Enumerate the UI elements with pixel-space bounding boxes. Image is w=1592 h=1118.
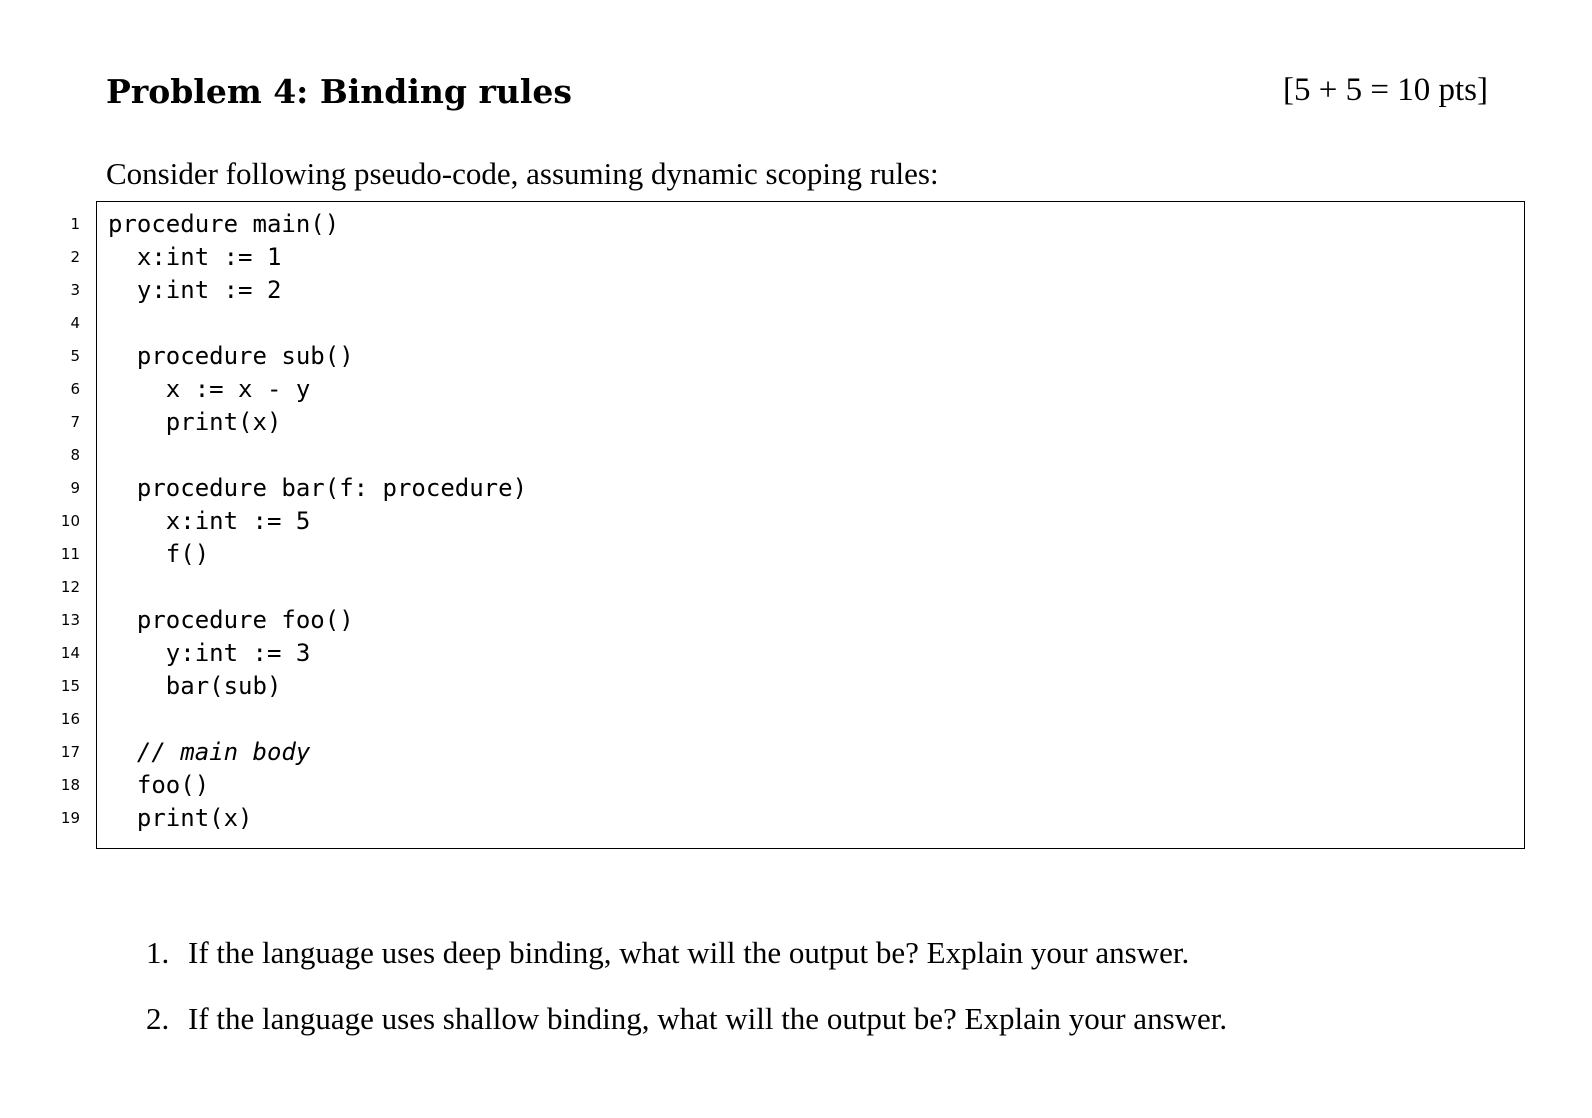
line-number: 13	[60, 611, 80, 629]
code-comment-line: // main body	[108, 738, 311, 766]
line-number: 8	[70, 446, 80, 464]
line-number: 6	[70, 380, 80, 398]
line-number: 15	[60, 677, 80, 695]
code-listing-frame	[96, 201, 1525, 849]
problem-title: Problem 4: Binding rules	[106, 72, 572, 111]
code-line: print(x)	[108, 804, 253, 832]
question-text: If the language uses shallow binding, what will the output be? Explain your answer.	[188, 1001, 1228, 1036]
line-number: 11	[60, 545, 80, 563]
question-number: 2.	[146, 1001, 170, 1036]
line-number: 14	[60, 644, 80, 662]
code-line: procedure main()	[108, 210, 340, 238]
code-line: y:int := 3	[108, 639, 311, 667]
code-line: y:int := 2	[108, 276, 282, 304]
code-line: x := x - y	[108, 375, 311, 403]
line-number: 3	[70, 281, 80, 299]
line-number: 12	[60, 578, 80, 596]
line-number: 16	[60, 710, 80, 728]
question-item	[146, 935, 1227, 971]
question-number: 1.	[146, 935, 170, 970]
line-number: 1	[70, 215, 80, 233]
line-number: 18	[60, 776, 80, 794]
line-number: 17	[60, 743, 80, 761]
line-number: 9	[70, 479, 80, 497]
code-line: procedure foo()	[108, 606, 354, 634]
code-line: print(x)	[108, 408, 282, 436]
points-label: [5 + 5 = 10 pts]	[1283, 72, 1488, 108]
line-number: 2	[70, 248, 80, 266]
line-number: 4	[70, 314, 80, 332]
code-line: x:int := 1	[108, 243, 282, 271]
code-line: foo()	[108, 771, 210, 799]
question-item	[146, 1001, 1227, 1037]
line-number: 10	[60, 512, 80, 530]
code-line: procedure bar(f: procedure)	[108, 474, 528, 502]
code-line: procedure sub()	[108, 342, 354, 370]
line-number: 19	[60, 809, 80, 827]
code-line: bar(sub)	[108, 672, 282, 700]
intro-text: Consider following pseudo-code, assuming dynamic scoping rules:	[106, 156, 939, 191]
question-list	[146, 935, 1227, 1067]
line-number: 5	[70, 347, 80, 365]
code-line: f()	[108, 540, 210, 568]
question-text: If the language uses deep binding, what will the output be? Explain your answer.	[188, 935, 1190, 970]
code-line: x:int := 5	[108, 507, 311, 535]
line-number: 7	[70, 413, 80, 431]
